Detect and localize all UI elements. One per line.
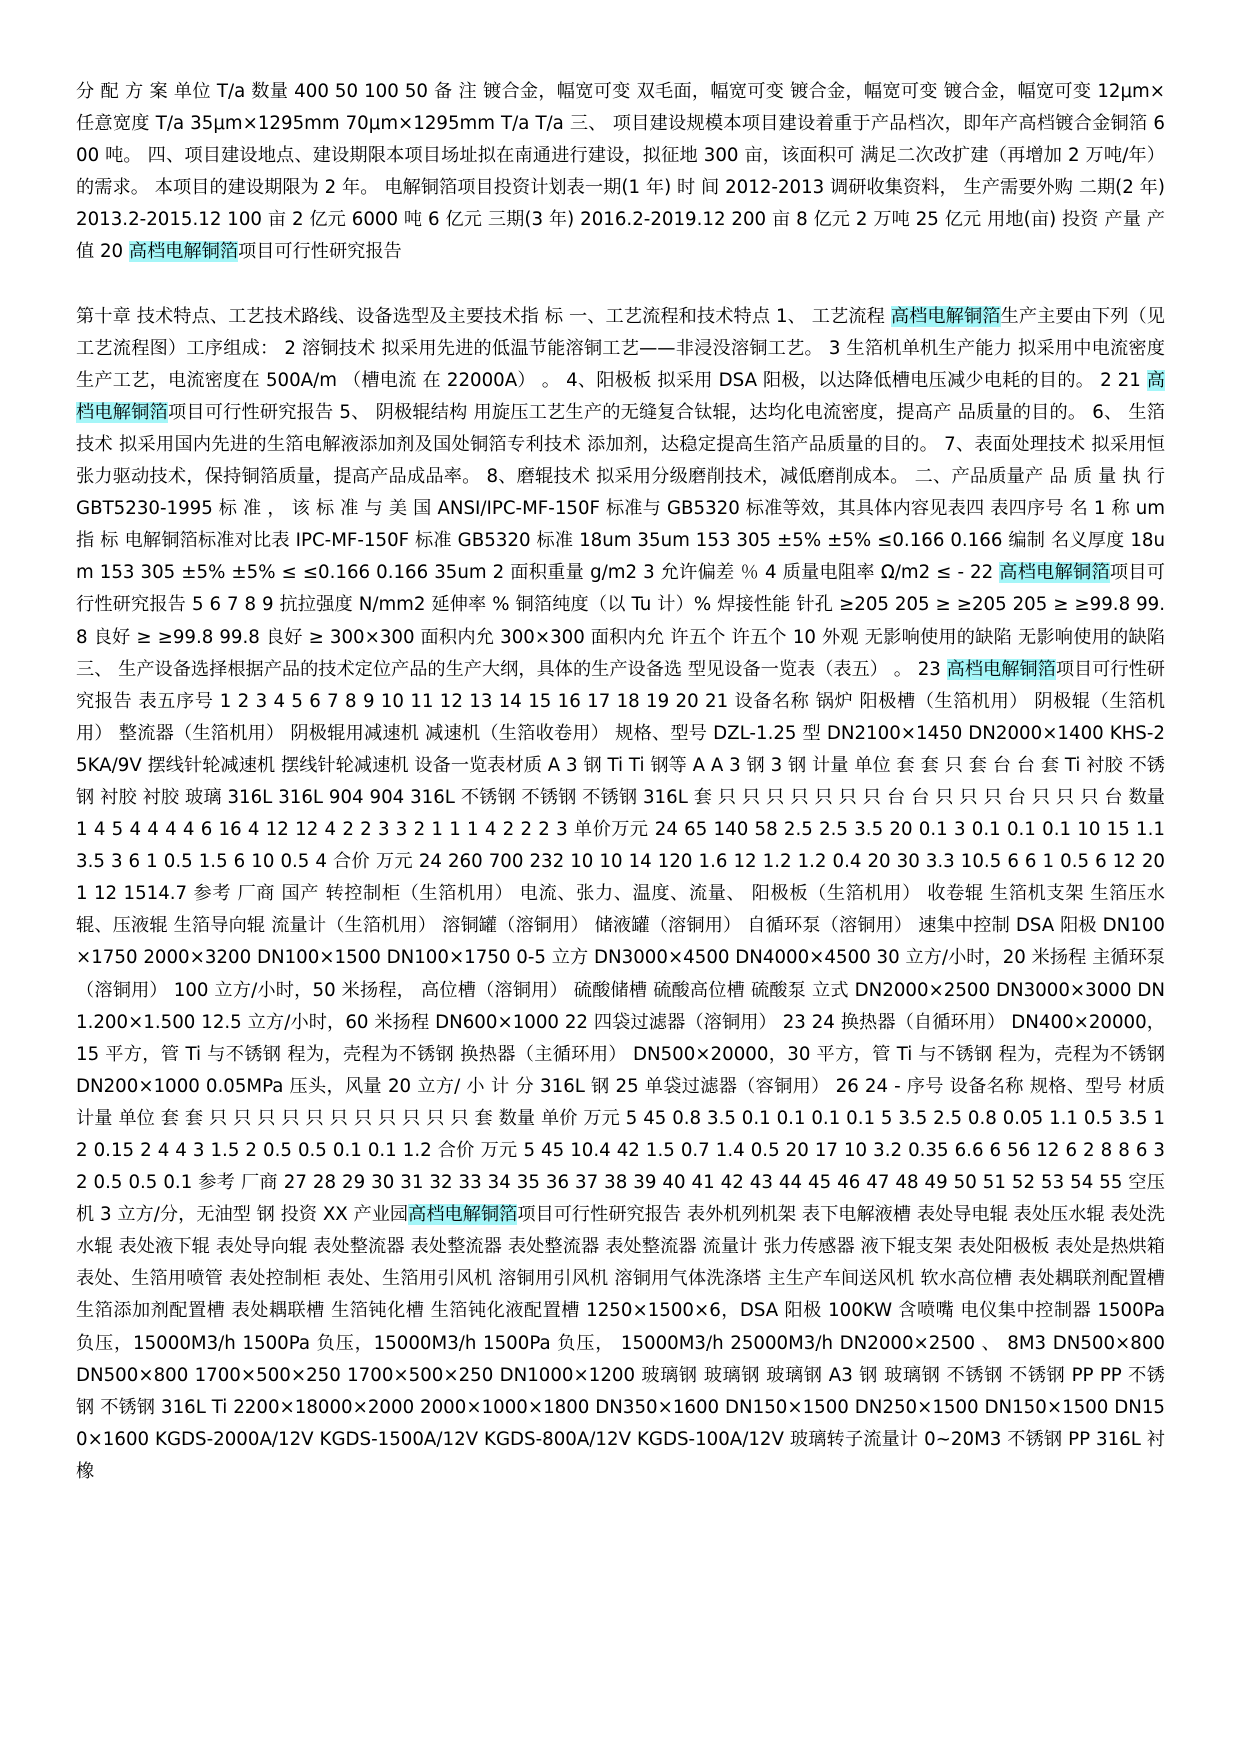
- text-run: 项目可行性研究报告 表外机列机架 表下电解液槽 表处导电辊 表处压水辊 表处洗水辊 表处液下辊 表处导向辊 表处整流器 表处整流器 表处整流器 表处整流器 流量计 张力传感器 液下辊支架 表处阳极板 表处是热烘箱 表处、生箔用喷管 表处控制柜 表处、生箔用引风机 溶铜用引风机 溶铜用气体洗涤塔 主生产车间送风机 软水高位槽 表处耦联剂配置槽 生箔添加剂配置槽 表处耦联槽 生箔钝化槽 生箔钝化液配置槽 1250×1500×6，DSA 阳极 100KW 含喷嘴 电仪集中控制器 1500Pa 负压，15000M3/h 1500Pa 负压，15000M3/h 1500Pa 负压， 15000M3/h 25000M3/h DN2000×2500 、 8M3 DN500×800 DN500×800 1700×500×250 1700×500×250 DN1000×1200 玻璃钢 玻璃钢 玻璃钢 A3 钢 玻璃钢 不锈钢 不锈钢 PP PP 不锈钢 不锈钢 316L Ti 2200×18000×2000 2000×1000×1800 DN350×1600 DN150×1500 DN250×1500 DN150×1500 DN150×1600 KGDS-2000A/12V KGDS-1500A/12V KGDS-800A/12V KGDS-100A/12V 玻璃转子流量计 0~20M3 不锈钢 PP 316L 衬橡: [76, 1204, 1165, 1482]
- highlighted-term: 高档电解铜箔: [128, 241, 239, 263]
- paragraph-project-plan: [76, 76, 1165, 269]
- highlighted-term: 高档电解铜箔: [946, 658, 1056, 680]
- paragraph-chapter-ten: [76, 301, 1165, 1488]
- highlighted-term: 高档电解铜箔: [890, 305, 1001, 327]
- text-run: 项目可行性研究报告 5、 阴极辊结构 用旋压工艺生产的无缝复合钛辊，达均化电流密度，提高产 品质量的目的。 6、 生箔技术 拟采用国内先进的生箔电解液添加剂及国处铜箔专利技术 添加剂，达稳定提高生箔产品质量的目的。 7、表面处理技术 拟采用恒张力驱动技术，保持铜箔质量，提高产品成品率。 8、磨辊技术 拟采用分级磨削技术，减低磨削成本。 二、产品质量产 品 质 量 执 行 GBT5230-1995 标 准 ， 该 标 准 与 美 国 ANSI/IPC-MF-150F 标准与 GB5320 标准等效，其具体内容见表四 表四序号 名 1 称 um 指 标 电解铜箔标准对比表 IPC-MF-150F 标准 GB5320 标准 18um 35um 153 305 ±5% ±5% ≤0.166 0.166 编制 名义厚度 18um 153 305 ±5% ±5% ≤ ≤0.166 0.166 35um 2 面积重量 g/m2 3 允许偏差 ％ 4 质量电阻率 Ω/m2 ≤ - 22: [76, 401, 1165, 584]
- text-run: 项目可行性研究报告: [238, 241, 402, 263]
- highlighted-term: 高档电解铜箔: [76, 369, 1165, 423]
- text-run: 项目可行性研究报告 5 6 7 8 9 抗拉强度 N/mm2 延伸率 % 铜箔纯度（以 Tu 计）% 焊接性能 针孔 ≥205 205 ≥ ≥205 205 ≥ ≥99.8 99.8 良好 ≥ ≥99.8 99.8 良好 ≥ 300×300 面积内允 300×300 面积内允 许五个 许五个 10 外观 无影响使用的缺陷 无影响使用的缺陷 三、 生产设备选择根据产品的技术定位产品的生产大纲，具体的生产设备选 型见设备一览表（表五） 。 23: [76, 562, 1165, 680]
- highlighted-term: 高档电解铜箔: [999, 562, 1110, 584]
- text-run: 第十章 技术特点、工艺技术路线、设备选型及主要技术指 标 一、工艺流程和技术特点 1、 工艺流程: [76, 305, 891, 327]
- highlighted-term: 高档电解铜箔: [408, 1204, 518, 1226]
- text-run: 项目可行性研究报告 表五序号 1 2 3 4 5 6 7 8 9 10 11 12 13 14 15 16 17 18 19 20 21 设备名称 锅炉 阳极槽（生箔机用） 阴极辊（生箔机用） 整流器（生箔机用） 阴极辊用减速机 减速机（生箔收卷用） 规格、型号 DZL-1.25 型 DN2100×1450 DN2000×1400 KHS-25KA/9V 摆线针轮减速机 摆线针轮减速机 设备一览表材质 A 3 钢 Ti Ti 钢等 A A 3 钢 3 钢 计量 单位 套 套 只 套 台 台 套 Ti 衬胶 不锈钢 衬胶 衬胶 玻璃 316L 316L 904 904 316L 不锈钢 不锈钢 不锈钢 316L 套 只 只 只 只 只 只 只 台 台 只 只 只 台 只 只 只 台 数量 1 4 5 4 4 4 4 6 16 4 12 12 4 2 2 3 3 2 1 1 1 4 2 2 2 3 单价万元 24 65 140 58 2.5 2.5 3.5 20 0.1 3 0.1 0.1 0.1 10 15 1.1 3.5 3 6 1 0.5 1.5 6 10 0.5 4 合价 万元 24 260 700 232 10 10 14 120 1.6 12 1.2 1.2 0.4 20 30 3.3 10.5 6 6 1 0.5 6 12 20 1 12 1514.7 参考 厂商 国产 转控制柜（生箔机用） 电流、张力、温度、流量、 阳极板（生箔机用） 收卷辊 生箔机支架 生箔压水辊、压液辊 生箔导向辊 流量计（生箔机用） 溶铜罐（溶铜用） 储液罐（溶铜用） 自循环泵（溶铜用） 速集中控制 DSA 阳极 DN100×1750 2000×3200 DN100×1500 DN100×1750 0-5 立方 DN3000×4500 DN4000×4500 30 立方/小时，20 米扬程 主循环泵（溶铜用） 100 立方/小时，50 米扬程， 高位槽（溶铜用） 硫酸储槽 硫酸高位槽 硫酸泵 立式 DN2000×2500 DN3000×3000 DN1.200×1.500 12.5 立方/小时，60 米扬程 DN600×1000 22 四袋过滤器（溶铜用） 23 24 换热器（自循环用） DN400×20000，15 平方，管 Ti 与不锈钢 程为，壳程为不锈钢 换热器（主循环用） DN500×20000，30 平方，管 Ti 与不锈钢 程为，壳程为不锈钢 DN200×1000 0.05MPa 压头，风量 20 立方/ 小 计 分 316L 钢 25 单袋过滤器（容铜用） 26 24 - 序号 设备名称 规格、型号 材质 计量 单位 套 套 只 只 只 只 只 只 只 只 只 只 只 套 数量 单价 万元 5 45 0.8 3.5 0.1 0.1 0.1 0.1 5 3.5 2.5 0.8 0.05 1.1 0.5 3.5 12 0.15 2 4 4 3 1.5 2 0.5 0.5 0.1 0.1 1.2 合价 万元 5 45 10.4 42 1.5 0.7 1.4 0.5 20 17 10 3.2 0.35 6.6 6 56 12 6 2 8 8 6 3 2 0.5 0.5 0.1 参考 厂商 27 28 29 30 31 32 33 34 35 36 37 38 39 40 41 42 43 44 45 46 47 48 49 50 51 52 53 54 55 空压机 3 立方/分，无油型 钢 投资 XX 产业园: [76, 658, 1165, 1226]
- text-run: 分 配 方 案 单位 T/a 数量 400 50 100 50 备 注 镀合金，幅宽可变 双毛面，幅宽可变 镀合金，幅宽可变 镀合金，幅宽可变 12μm×任意宽度 T/a 35μm×1295mm 70μm×1295mm T/a T/a 三、 项目建设规模本项目建设着重于产品档次，即年产高档镀合金铜箔 600 吨。 四、项目建设地点、建设期限本项目场址拟在南通进行建设，拟征地 300 亩，该面积可 满足二次改扩建（再增加 2 万吨/年）的需求。 本项目的建设期限为 2 年。 电解铜箔项目投资计划表一期(1 年) 时 间 2012-2013 调研收集资料， 生产需要外购 二期(2 年) 2013.2-2015.12 100 亩 2 亿元 6000 吨 6 亿元 三期(3 年) 2016.2-2019.12 200 亩 8 亿元 2 万吨 25 亿元 用地(亩) 投资 产量 产值 20: [76, 81, 1165, 263]
- text-run: 生产主要由下列（见工艺流程图）工序组成： 2 溶铜技术 拟采用先进的低温节能溶铜工艺——非浸没溶铜工艺。 3 生箔机单机生产能力 拟采用中电流密度生产工艺，电流密度在 500A/m （槽电流 在 22000A） 。 4、阳极板 拟采用 DSA 阳极，以达降低槽电压减少电耗的目的。 2 21: [76, 305, 1165, 391]
